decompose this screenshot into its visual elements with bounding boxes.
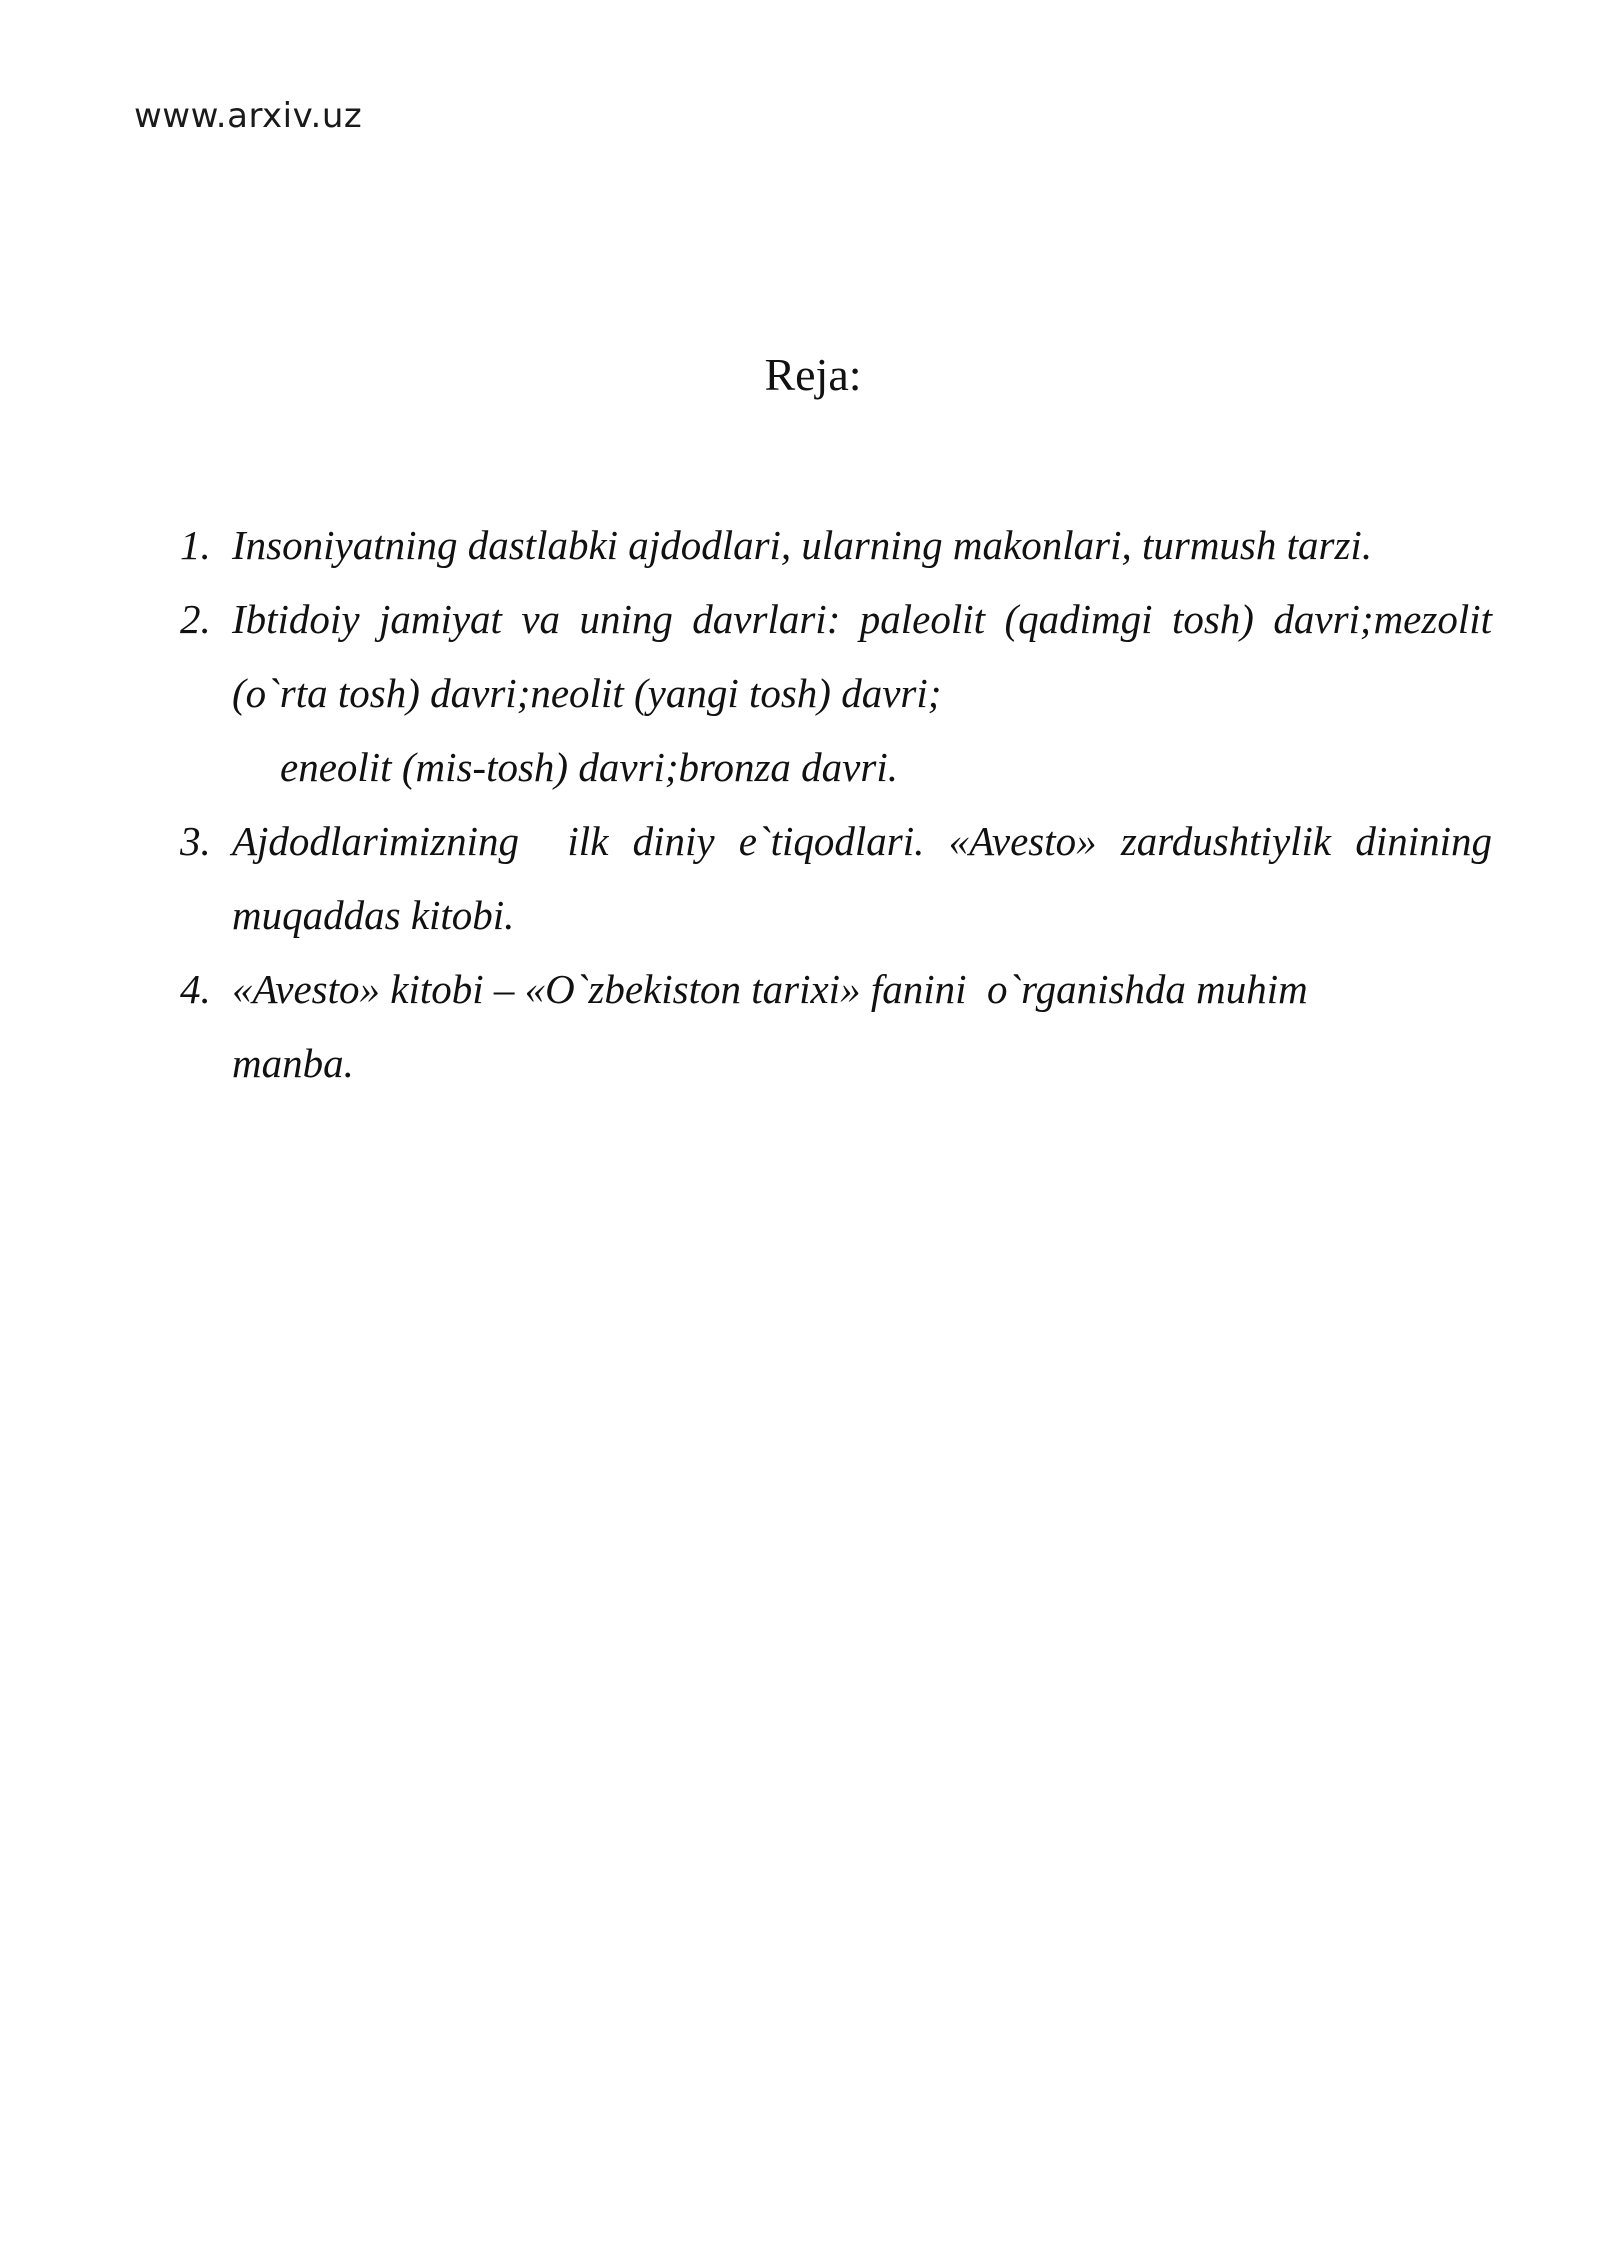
- plan-item-number: 2.: [180, 596, 211, 642]
- plan-item-1: [180, 508, 1492, 582]
- plan-item-text: (o`rta tosh) davri;neolit (yangi tosh) davri;: [232, 670, 942, 716]
- page-title: Reja:: [764, 349, 862, 400]
- plan-item-4: [180, 952, 1492, 1100]
- plan-item-text: «Avesto» kitobi – «O`zbekiston tarixi» fanini o`rganishda muhim: [232, 966, 1308, 1012]
- plan-item-text: muqaddas kitobi.: [232, 892, 515, 938]
- plan-item-text: Ibtidoiy jamiyat va uning davrlari: paleolit (qadimgi tosh) davri;mezolit: [232, 596, 1492, 642]
- plan-item-text: manba.: [232, 1040, 354, 1086]
- plan-item-number: 4.: [180, 966, 211, 1012]
- plan-item-number: 1.: [180, 522, 211, 568]
- plan-item-text: Insoniyatning dastlabki ajdodlari, ularning makonlari, turmush tarzi.: [232, 522, 1373, 568]
- plan-item-text: eneolit (mis-tosh) davri;bronza davri.: [280, 744, 898, 790]
- plan-item-text: Ajdodlarimizning ilk diniy e`tiqodlari. «Avesto» zardushtiylik dinining: [232, 818, 1492, 864]
- plan-list: [180, 508, 1492, 1100]
- plan-item-2: [180, 582, 1492, 804]
- site-url: www.arxiv.uz: [134, 96, 363, 136]
- plan-item-number: 3.: [180, 818, 211, 864]
- plan-item-3: [180, 804, 1492, 952]
